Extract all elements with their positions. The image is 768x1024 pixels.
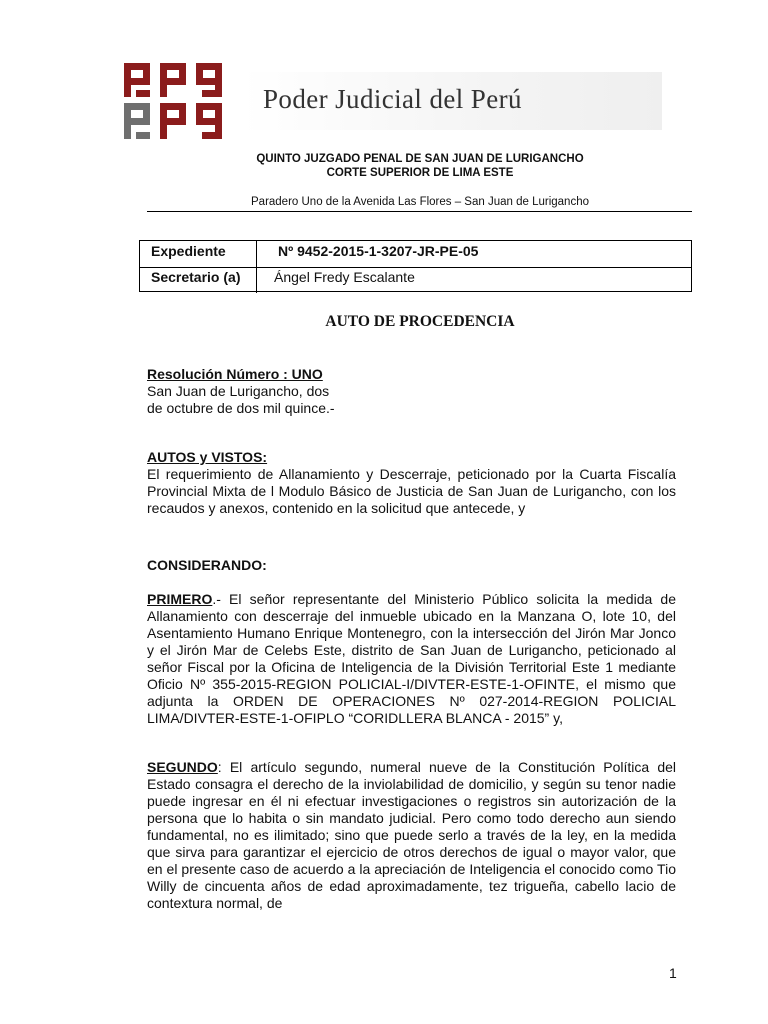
autos-heading-text: AUTOS y VISTOS: <box>147 449 268 465</box>
court-name: QUINTO JUZGADO PENAL DE SAN JUAN DE LURIGANCHO <box>256 153 584 165</box>
header-divider <box>147 211 692 212</box>
autos-paragraph: El requerimiento de Allanamiento y Descerraje, peticionado por la Cuarta Fiscalía Provincial Mixta de l Modulo Básico de Justicia de San Juan de Lurigancho, con los recaudos y anexos, contenido en la solicitud que antecede, y <box>147 466 676 516</box>
poder-judicial-logo <box>124 63 242 139</box>
brand-name: Poder Judicial del Perú <box>263 84 522 114</box>
date-line-2: de octubre de dos mil quince.- <box>147 400 335 416</box>
autos-heading <box>147 449 676 466</box>
table-column-divider <box>256 241 257 267</box>
document-title: AUTO DE PROCEDENCIA <box>325 313 515 330</box>
secretario-value: Ángel Fredy Escalante <box>274 269 415 285</box>
expediente-value: Nº 9452-2015-1-3207-JR-PE-05 <box>278 243 479 259</box>
date-line-1: San Juan de Lurigancho, dos <box>147 383 330 399</box>
segundo-paragraph <box>147 759 676 912</box>
primero-text: .- El señor representante del Ministerio Público solicita la medida de Allanamiento con descerraje del inmueble ubicado en la Manzana O, lote 10, del Asentamiento Humano Enrique Montenegro, con la intersección del Jirón Mar Jonco y el Jirón Mar de Celebs Este, distrito de San Juan de Lurigancho, peticionado al señor Fiscal por la Oficina de Inteligencia de la División Territorial Este 1 mediante Oficio Nº 355-2015-REGION POLICIAL-I/DIVTER-ESTE-1-OFINTE, el mismo que adjunta la ORDEN DE OPERACIONES Nº 027-2014-REGION POLICIAL LIMA/DIVTER-ESTE-1-OFIPLO “CORIDLLERA BLANCA - 2015” y, <box>147 591 676 726</box>
resolution-heading <box>147 366 676 383</box>
considerando-heading <box>147 557 676 574</box>
court-region: CORTE SUPERIOR DE LIMA ESTE <box>326 167 514 179</box>
secretario-label: Secretario (a) <box>151 269 241 285</box>
primero-heading: PRIMERO <box>147 591 213 607</box>
expediente-row <box>140 241 691 268</box>
page-number: 1 <box>669 965 677 981</box>
segundo-text: : El artículo segundo, numeral nueve de la Constitución Política del Estado consagra el derecho de la inviolabilidad de domicilio, y según su tenor nadie puede ingresar en él ni efectuar investigaciones o registros sin autorización de la persona que lo habita o sin mandato judicial. Pero como todo derecho aun siendo fundamental, no es ilimitado; sino que puede serlo a través de la ley, en la medida que sirva para garantizar el ejercicio de otros derechos de igual o mayor valor, que en el presente caso de acuerdo a la apreciación de Inteligencia el conocido como Tio Willy de cincuenta años de edad aproximadamente, tez trigueña, cabello lacio de contextura normal, de <box>147 759 676 911</box>
expediente-label: Expediente <box>151 243 226 259</box>
table-column-divider <box>256 267 257 293</box>
court-address: Paradero Uno de la Avenida Las Flores – San Juan de Lurigancho <box>251 196 589 208</box>
considerando-heading-text: CONSIDERANDO: <box>147 557 267 573</box>
primero-paragraph <box>147 591 676 727</box>
resolution-heading-text: Resolución Número : UNO <box>147 366 323 382</box>
secretario-row <box>140 267 691 293</box>
case-info-table <box>139 240 692 292</box>
segundo-heading: SEGUNDO <box>147 759 218 775</box>
